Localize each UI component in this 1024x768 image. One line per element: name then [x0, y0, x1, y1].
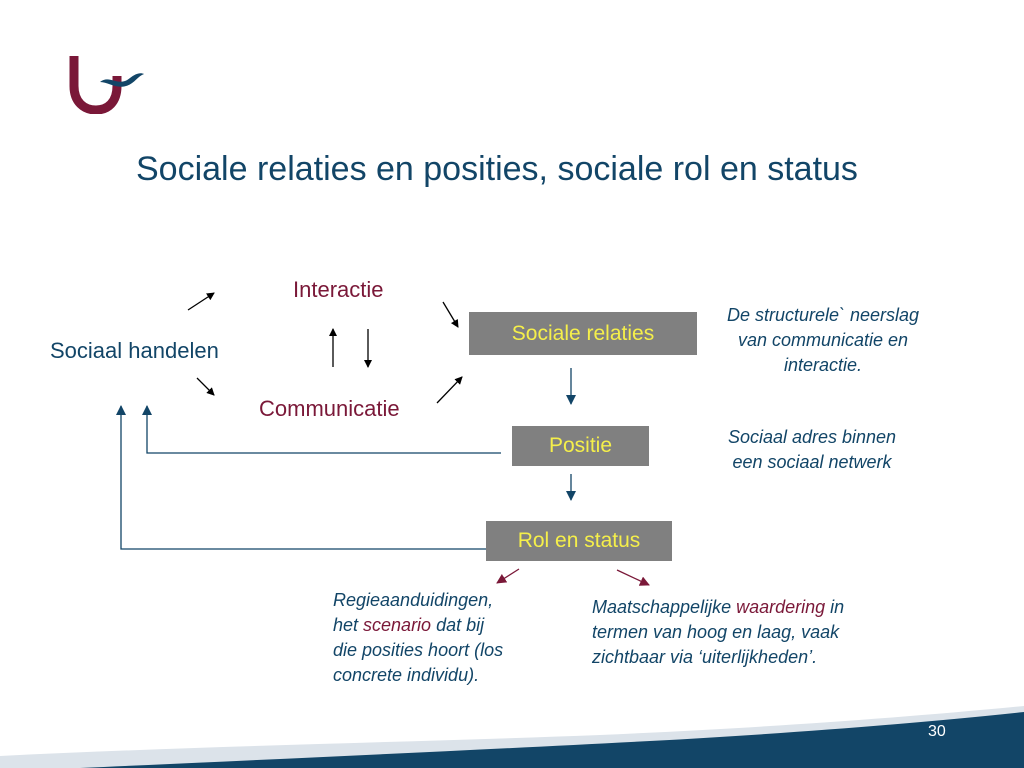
note-line: een sociaal netwerk — [732, 452, 892, 472]
box-sociale-relaties: Sociale relaties — [469, 312, 697, 355]
node-communicatie: Communicatie — [259, 396, 400, 421]
note-text: het — [333, 615, 364, 635]
note-text: in — [825, 597, 845, 617]
note-line: interactie. — [783, 355, 863, 375]
note-line: termen van hoog en laag, vaak — [592, 622, 840, 642]
slide-number: 30 — [928, 723, 946, 740]
note-text: dat bij — [431, 615, 485, 635]
slide-title: Sociale relaties en posities, sociale rol en status — [136, 150, 858, 188]
highlight-scenario: scenario — [363, 615, 432, 635]
note-text: Maatschappelijke — [592, 597, 737, 617]
note-line: Regieaanduidingen, — [333, 590, 494, 610]
note-line: Sociaal adres binnen — [727, 427, 897, 447]
note-line: zichtbaar via ‘uiterlijkheden’. — [592, 647, 818, 667]
node-interactie: Interactie — [293, 277, 384, 302]
box-rol-en-status: Rol en status — [486, 521, 672, 561]
node-sociaal-handelen: Sociaal handelen — [50, 338, 219, 363]
note-line: die posities hoort (los — [333, 640, 504, 660]
note-line: concrete individu). — [333, 665, 480, 685]
highlight-waardering: waardering — [736, 597, 826, 617]
note-line: De structurele` neerslag — [726, 305, 920, 325]
note-line: van communicatie en — [737, 330, 909, 350]
box-positie: Positie — [512, 426, 649, 466]
